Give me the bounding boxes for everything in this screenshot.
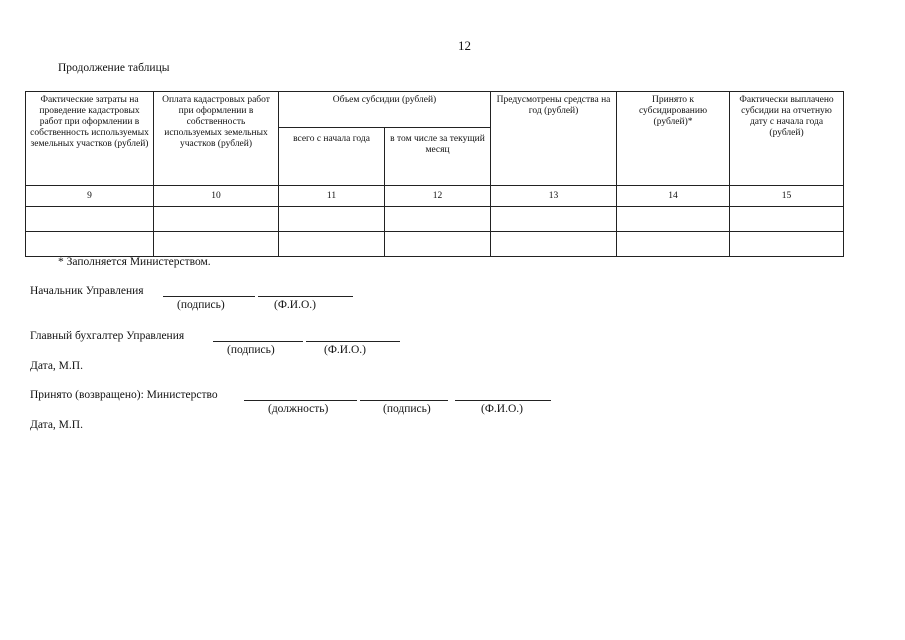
subsidy-table [25,91,844,257]
head-signature-caption: (подпись) [177,299,225,311]
table-cell [491,207,617,232]
header-col15: Фактически выплачено субсидии на отчетную дату с начала года (рублей) [730,92,844,186]
header-subsidy-group: Объем субсидии (рублей) [279,92,491,128]
head-fio-caption: (Ф.И.О.) [274,299,316,311]
head-signature-line [163,296,255,297]
table-row [26,232,844,257]
header-col14: Принято к субсидированию (рублей)* [617,92,730,186]
footnote: * Заполняется Министерством. [58,256,211,268]
accountant-signature-line [213,341,303,342]
table-cell [385,232,491,257]
accountant-signature-caption: (подпись) [227,344,275,356]
accountant-fio-line [306,341,400,342]
date-stamp: Дата, М.П. [30,360,83,372]
accountant-fio-caption: (Ф.И.О.) [324,344,366,356]
head-label: Начальник Управления [30,285,144,297]
table-cell [26,232,154,257]
table-cell [617,207,730,232]
table-cell [385,207,491,232]
column-number: 11 [279,186,385,207]
column-number: 15 [730,186,844,207]
page-number: 12 [458,38,471,53]
header-col9: Фактические затраты на проведение кадастровых работ при оформлении в собственность используемых земельных участков (рублей) [26,92,154,186]
ministry-fio-line [455,400,551,401]
column-number: 12 [385,186,491,207]
table-cell [730,232,844,257]
header-col11: всего с начала года [279,128,385,186]
accepted-label: Принято (возвращено): Министерство [30,389,218,401]
table-cell [279,207,385,232]
header-col12: в том числе за текущий месяц [385,128,491,186]
column-number: 13 [491,186,617,207]
table-cell [617,232,730,257]
continuation-label: Продолжение таблицы [58,62,170,74]
table-cell [154,232,279,257]
date-stamp: Дата, М.П. [30,419,83,431]
table-cell [491,232,617,257]
head-fio-line [258,296,353,297]
table-cell [154,207,279,232]
position-caption: (должность) [268,403,329,415]
table-cell [730,207,844,232]
position-line [244,400,357,401]
column-number-row [26,186,844,207]
ministry-signature-caption: (подпись) [383,403,431,415]
ministry-fio-caption: (Ф.И.О.) [481,403,523,415]
header-col13: Предусмотрены средства на год (рублей) [491,92,617,186]
table-cell [279,232,385,257]
accountant-label: Главный бухгалтер Управления [30,330,185,342]
table-cell [26,207,154,232]
column-number: 9 [26,186,154,207]
column-number: 10 [154,186,279,207]
column-number: 14 [617,186,730,207]
header-col10: Оплата кадастровых работ при оформлении в собственность используемых земельных участков (рублей) [154,92,279,186]
ministry-signature-line [360,400,448,401]
table-row [26,207,844,232]
